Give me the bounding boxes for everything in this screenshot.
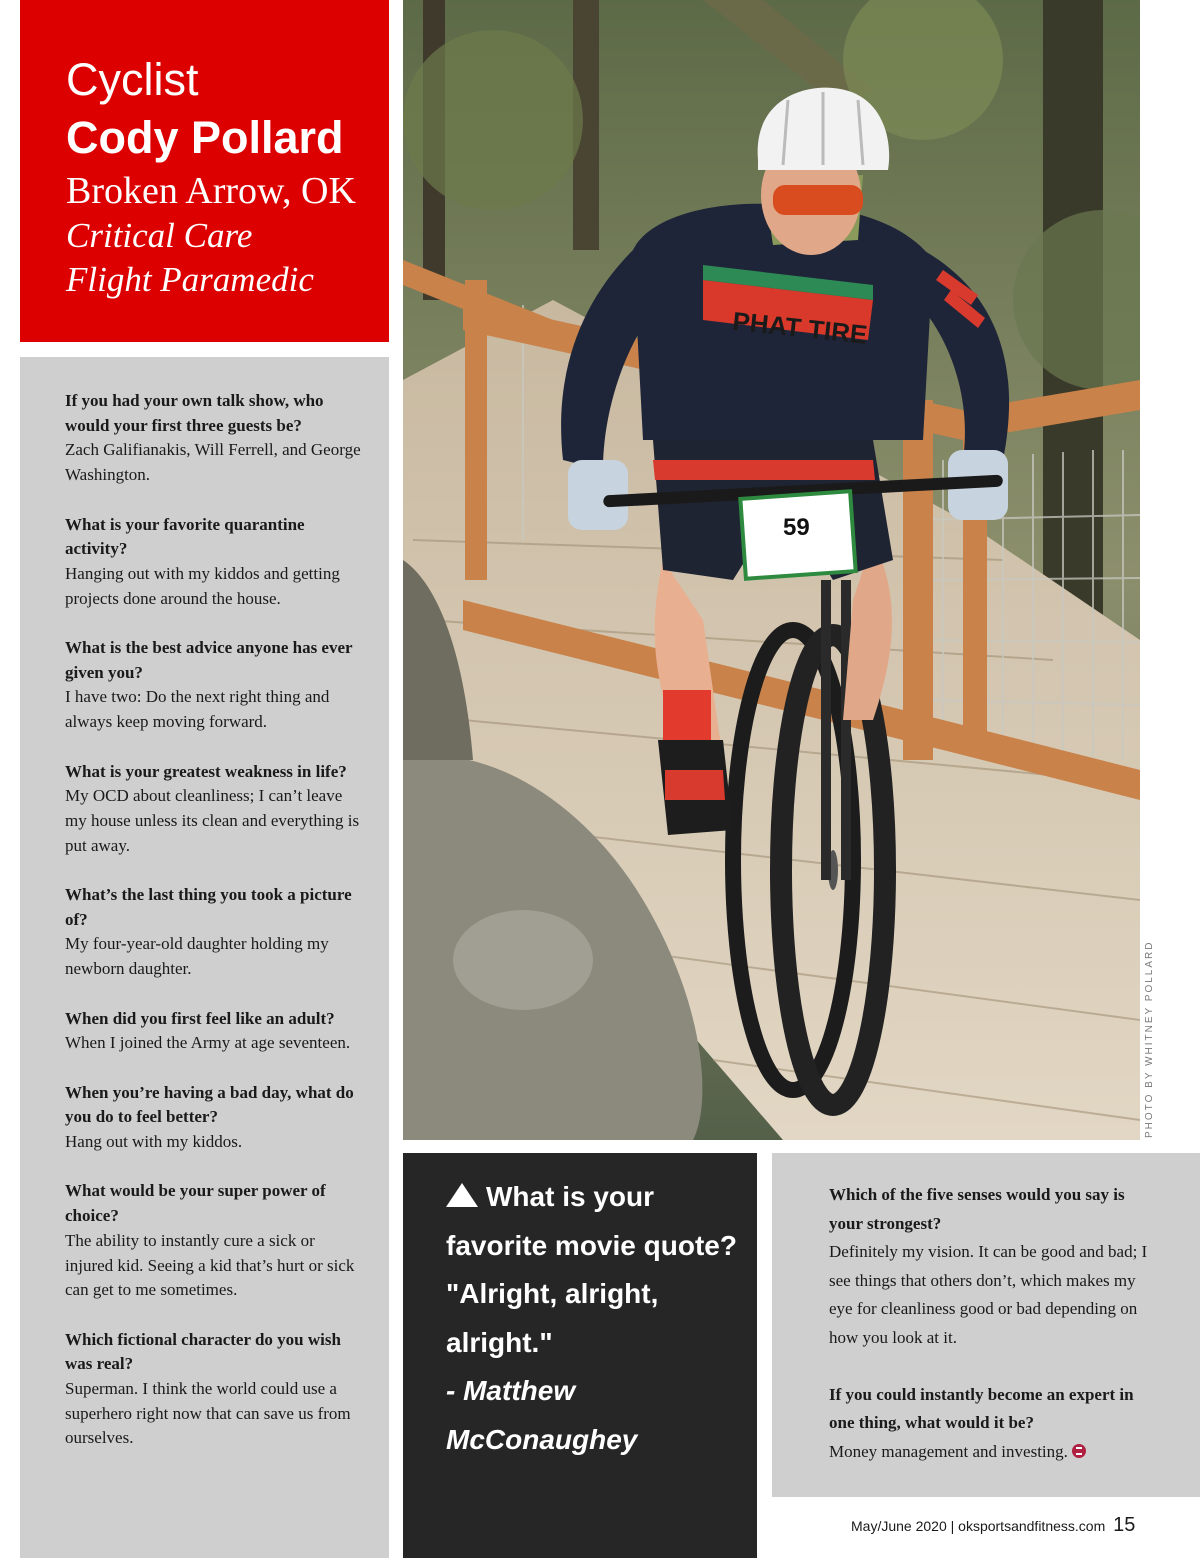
athlete-location: Broken Arrow, OK bbox=[66, 170, 356, 212]
feature-question-text: What is your favorite movie quote? bbox=[446, 1181, 737, 1261]
answer-text: Money management and investing. bbox=[829, 1441, 1068, 1461]
answer bbox=[829, 1438, 1154, 1467]
feature-question bbox=[446, 1173, 737, 1270]
answer: I have two: Do the next right thing and always keep moving forward. bbox=[65, 687, 330, 732]
bib-number: 59 bbox=[783, 514, 810, 541]
qa-column-left bbox=[20, 357, 389, 1558]
question: What’s the last thing you took a picture of? bbox=[65, 885, 352, 929]
question: Which of the five senses would you say is your strongest? bbox=[829, 1185, 1125, 1233]
qa-item bbox=[65, 883, 365, 982]
question: What is your favorite quarantine activity? bbox=[65, 514, 305, 559]
qa-item bbox=[65, 389, 365, 488]
cyclist-illustration bbox=[403, 0, 1140, 1140]
qa-item bbox=[65, 1328, 365, 1452]
athlete-job-line1: Critical Care bbox=[66, 216, 253, 255]
qa-column-right bbox=[772, 1153, 1200, 1497]
qa-item bbox=[65, 636, 365, 735]
feature-quote-box bbox=[403, 1153, 757, 1558]
page-footer bbox=[851, 1514, 1135, 1537]
answer: When I joined the Army at age seventeen. bbox=[65, 1033, 351, 1053]
jersey-text: PHAT TIRE bbox=[731, 305, 869, 350]
question: When you’re having a bad day, what do you do to feel better? bbox=[65, 1082, 354, 1127]
answer: Definitely my vision. It can be good and bad; I see things that others don’t, which makes my eye for cleanliness good or bad depending on how you look at it. bbox=[829, 1242, 1148, 1347]
athlete-name: Cody Pollard bbox=[66, 112, 344, 163]
qa-item bbox=[65, 513, 365, 612]
footer-separator: | bbox=[950, 1518, 955, 1534]
qa-item bbox=[65, 760, 365, 859]
photo-credit: PHOTO BY WHITNEY POLLARD bbox=[1144, 940, 1155, 1138]
triangle-icon bbox=[446, 1183, 478, 1207]
page-number: 15 bbox=[1113, 1514, 1136, 1536]
athlete-job-line2: Flight Paramedic bbox=[66, 260, 314, 299]
question: Which fictional character do you wish was real? bbox=[65, 1329, 341, 1374]
answer: My OCD about cleanliness; I can’t leave my house unless its clean and everything is put away. bbox=[65, 786, 360, 855]
qa-item bbox=[65, 1081, 365, 1155]
answer: Hanging out with my kiddos and getting projects done around the house. bbox=[65, 563, 340, 608]
qa-item bbox=[65, 1179, 365, 1303]
end-mark-icon bbox=[1072, 1444, 1086, 1458]
title-box bbox=[20, 0, 389, 342]
answer: The ability to instantly cure a sick or injured kid. Seeing a kid that’s hurt or sick can get to me sometimes. bbox=[65, 1230, 355, 1300]
category-title: Cyclist bbox=[66, 54, 199, 105]
answer: My four-year-old daughter holding my newborn daughter. bbox=[65, 934, 329, 979]
question: What would be your super power of choice? bbox=[65, 1181, 326, 1226]
qa-item bbox=[829, 1181, 1154, 1352]
issue-date: May/June 2020 bbox=[851, 1518, 947, 1534]
question: If you had your own talk show, who would your first three guests be? bbox=[65, 391, 324, 435]
answer: Superman. I think the world could use a superhero right now that can save us from ourselves. bbox=[65, 1379, 351, 1448]
qa-item bbox=[65, 1007, 365, 1056]
question: What is the best advice anyone has ever given you? bbox=[65, 638, 353, 682]
answer: Zach Galifianakis, Will Ferrell, and George Washington. bbox=[65, 440, 361, 485]
cyclist-photo bbox=[403, 0, 1140, 1140]
feature-quote: "Alright, alright, alright." bbox=[446, 1278, 659, 1358]
qa-item bbox=[829, 1381, 1154, 1467]
question: What is your greatest weakness in life? bbox=[65, 761, 347, 781]
website: oksportsandfitness.com bbox=[958, 1518, 1106, 1534]
question: If you could instantly become an expert in one thing, what would it be? bbox=[829, 1384, 1134, 1432]
answer: Hang out with my kiddos. bbox=[65, 1132, 243, 1151]
question: When did you first feel like an adult? bbox=[65, 1008, 335, 1028]
feature-attribution: - Matthew McConaughey bbox=[446, 1375, 638, 1455]
